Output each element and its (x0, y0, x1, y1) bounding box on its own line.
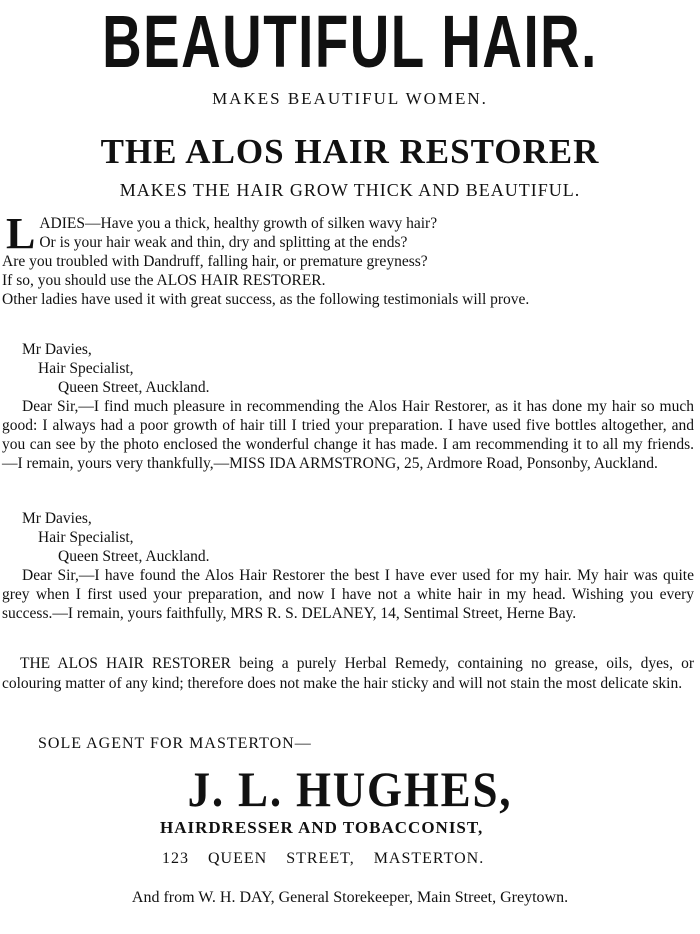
product-title: THE ALOS HAIR RESTORER (100, 132, 600, 171)
agent-label: SOLE AGENT FOR MASTERTON— (38, 735, 312, 752)
intro-line: Are you troubled with Dandruff, falling hair, or premature greyness? (2, 253, 428, 270)
testimonial-1 (2, 340, 694, 473)
drop-cap: L (6, 209, 36, 258)
tagline: MAKES THE HAIR GROW THICK AND BEAUTIFUL. (119, 180, 581, 200)
agent-name: J. L. HUGHES, (187, 761, 513, 817)
footer-line: And from W. H. DAY, General Storekeeper, Main Street, Greytown. (131, 889, 569, 906)
subheadline: MAKES BEAUTIFUL WOMEN. (212, 89, 488, 108)
letter-role: Hair Specialist, (38, 360, 134, 377)
agent-trade: HAIRDRESSER AND TOBACCONIST, (160, 818, 484, 837)
letter-addressee: Mr Davies, (22, 510, 92, 527)
testimonial-2 (2, 509, 694, 623)
letter-body: Dear Sir,—I find much pleasure in recommending the Alos Hair Restorer, as it has done my hair so much good: I always had a poor growth of hair till I tried your preparation. I have used five bottles altogether, and you can see by the photo enclosed the wonderful change it has made. I am recommending it to all my friends.—I remain, yours very thankfully,—MISS IDA ARMSTRONG, 25, Ardmore Road, Ponsonby, Auckland. (2, 398, 694, 472)
intro-line: Or is your hair weak and thin, dry and splitting at the ends? (39, 234, 408, 251)
closing-paragraph: THE ALOS HAIR RESTORER being a purely Herbal Remedy, containing no grease, oils, dyes, or colouring matter of any kind; therefore does not make the hair sticky and will not stain the most delicate skin. (2, 655, 694, 692)
intro-paragraph (2, 209, 698, 309)
letter-street: Queen Street, Auckland. (58, 548, 210, 565)
letter-role: Hair Specialist, (38, 529, 134, 546)
letter-street: Queen Street, Auckland. (58, 379, 210, 396)
headline: BEAUTIFUL HAIR. (102, 0, 598, 83)
letter-addressee: Mr Davies, (22, 341, 92, 358)
intro-line: Other ladies have used it with great success, as the following testimonials will prove. (2, 291, 530, 308)
intro-line: ADIES—Have you a thick, healthy growth of silken wavy hair? (39, 215, 438, 232)
agent-address: 123 QUEEN STREET, MASTERTON. (162, 850, 485, 867)
letter-body: Dear Sir,—I have found the Alos Hair Restorer the best I have ever used for my hair. My hair was quite grey when I first used your preparation, and now I have not a white hair in my head. Wishing you every success.—I remain, yours faithfully, MRS R. S. DELANEY, 14, Sentimal Street, Herne Bay. (2, 567, 694, 622)
intro-line: If so, you should use the ALOS HAIR RESTORER. (2, 272, 326, 289)
